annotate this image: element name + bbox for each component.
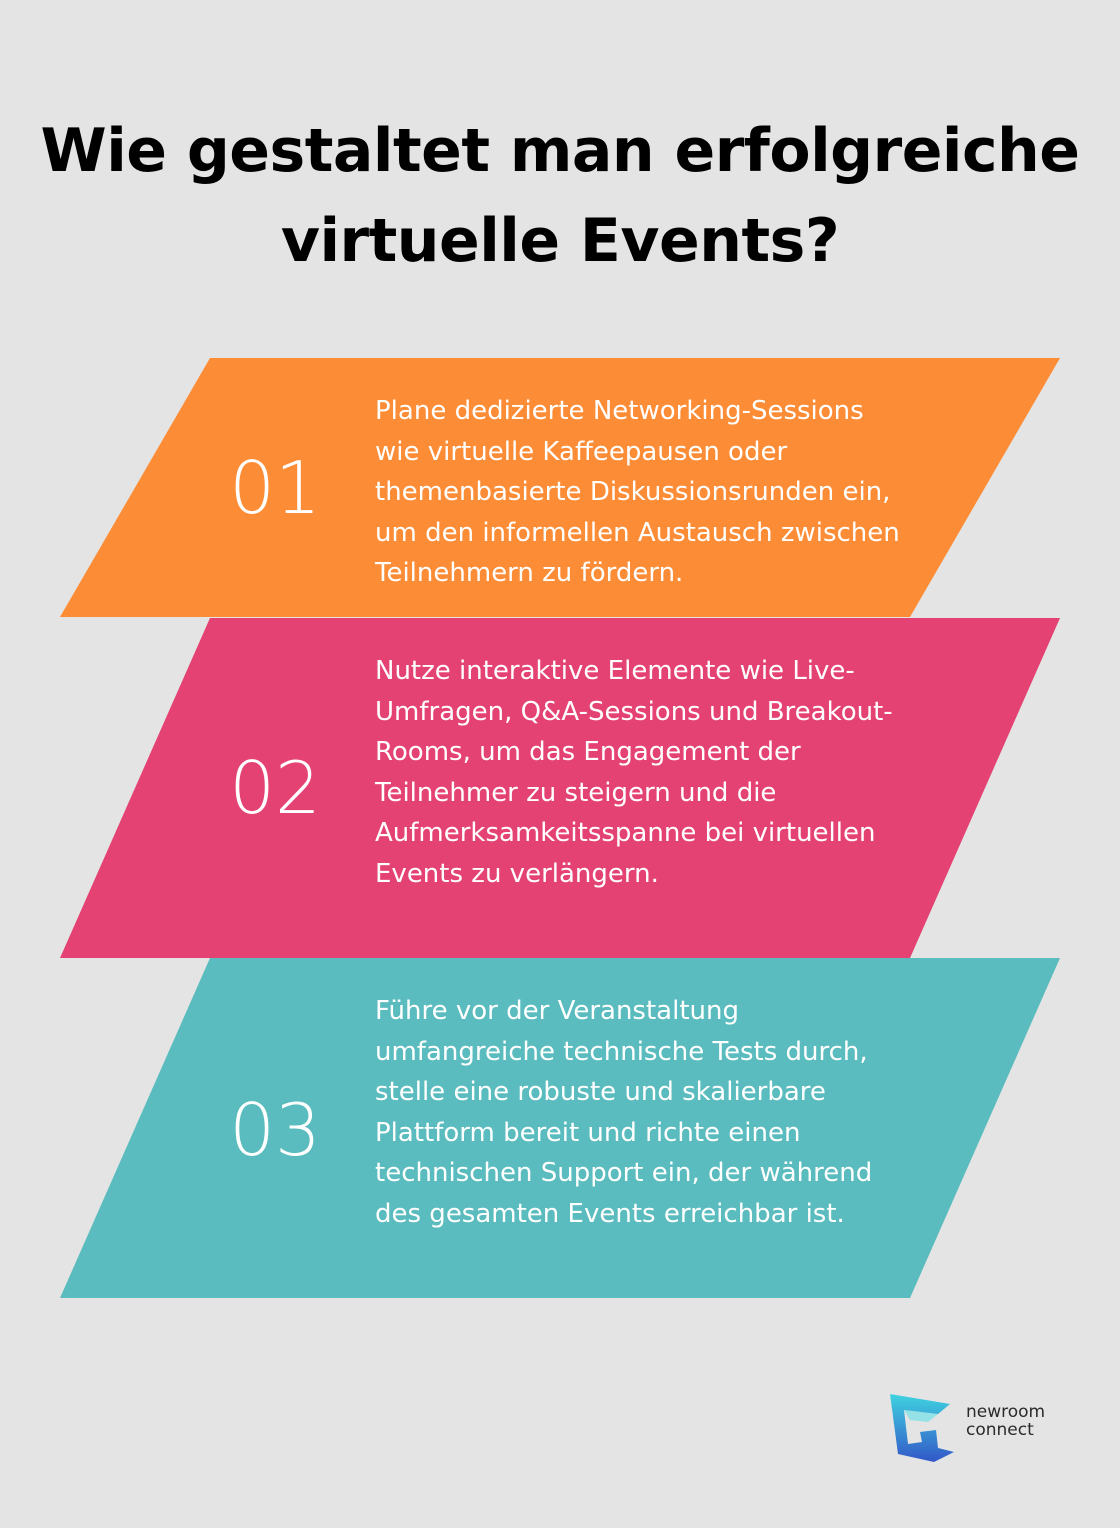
step-text: Führe vor der Veranstaltung umfangreiche technische Tests durch, stelle eine robuste und skalierbare Plattform bereit und richte einen technischen Support ein, der während des gesamten Events erreichbar ist.: [375, 996, 873, 1229]
page-title: Wie gestaltet man erfolgreiche virtuelle Events?: [40, 116, 1080, 276]
step-number: 03: [229, 1088, 321, 1172]
step-number: 02: [229, 746, 321, 830]
step-number: 01: [229, 446, 321, 530]
step-card-03: [60, 958, 1060, 1298]
step-card-02: [60, 618, 1060, 958]
step-text: Plane dedizierte Networking-Sessions wie virtuelle Kaffeepausen oder themenbasierte Diskussionsrunden ein, um den informellen Austausch zwischen Teilnehmern zu fördern.: [375, 396, 900, 588]
step-text: Nutze interaktive Elemente wie Live-Umfragen, Q&A-Sessions und Breakout-Rooms, um das Engagement der Teilnehmer zu steigern und die Aufmerksamkeitsspanne bei virtuellen Events zu verlängern.: [375, 656, 893, 889]
newroom-connect-logo-icon: [888, 1392, 964, 1464]
logo-text-line2: connect: [966, 1420, 1034, 1440]
brand-logo: [888, 1392, 1068, 1464]
logo-text-line1: newroom: [966, 1402, 1046, 1422]
step-card-01: [60, 358, 1060, 617]
